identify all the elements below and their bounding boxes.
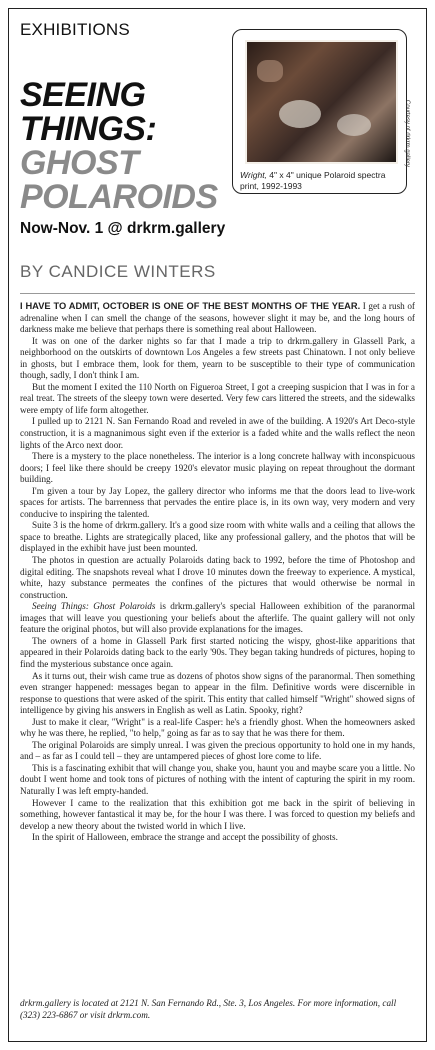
photo-caption [240, 170, 405, 192]
headline-line-3: GHOST [20, 144, 139, 182]
section-label: EXHIBITIONS [20, 20, 130, 39]
gallery-info: drkrm.gallery is located at 2121 N. San Fernando Rd., Ste. 3, Los Angeles. For more information, call (323) 223-6867 or visit drkrm.com. [20, 998, 397, 1020]
article-body [20, 301, 415, 844]
caption-text: 4" x 4" unique Polaroid spectra print, 1992-1993 [240, 170, 386, 191]
paragraph: There is a mystery to the place nonetheless. The interior is a long concrete hallway with inconspicuous doors; I feel like there should be creepy 1920's elevator music playing on repeat throughout the dormant building. [20, 451, 415, 485]
paragraph: I'm given a tour by Jay Lopez, the gallery director who informs me that the doors lead to live-work spaces for artists. The barrenness that pervades the entire place is, in its own way, very modern and very conducive to inspiring the talented. [20, 485, 415, 519]
headline-line-4: POLAROIDS [20, 178, 218, 216]
paragraph: The owners of a home in Glassell Park first started noticing the wispy, ghost-like apparitions that appeared in their Polaroids dating back to the early '90s. They began taking hundreds of pictures, hoping to find the mysterious substance once again. [20, 635, 415, 669]
photo-detail [257, 60, 283, 82]
paragraph: It was on one of the darker nights so far that I made a trip to drkrm.gallery in Glassell Park, a neighborhood on the outskirts of downtown Los Angeles a few streets past Chinatown. I not only believe in ghosts, but I embrace them, look for them, yearn to be susceptible to their type of communication though, sadly, I don't think I am. [20, 335, 415, 381]
paragraph: In the spirit of Halloween, embrace the strange and accept the possibility of ghosts. [32, 832, 338, 843]
lead-in: I HAVE TO ADMIT, OCTOBER IS ONE OF THE BEST MONTHS OF THE YEAR. [20, 301, 361, 311]
paragraph [20, 301, 415, 336]
paragraph: I pulled up to 2121 N. San Fernando Road and reveled in awe of the building. A 1920's Art Deco-style construction, it is a magnanimous sight even if the exterior is a faded white and the walls reflect the neon lights of the Arco next door. [20, 416, 415, 450]
caption-title: Wright, [240, 170, 267, 180]
headline-line-2: THINGS: [20, 110, 157, 148]
photo-credit: Courtesy of drkrm gallery [404, 100, 410, 168]
paragraph-text: is drkrm.gallery's special Halloween exhibition of the paranormal images that will leave you questioning your beliefs about the afterlife. The quaint gallery will not only feature the original photos, but will also provide explanations for the images. [20, 601, 416, 635]
ghost-apparition [279, 100, 321, 128]
exhibit-title: Seeing Things: Ghost Polaroids [32, 601, 156, 612]
byline: BY CANDICE WINTERS [20, 262, 216, 281]
paragraph [20, 601, 415, 636]
paragraph-text: I get a rush of adrenaline when I can smell the change of the seasons, however slight it may be, and the long hours of darkness make me believe that perhaps there is something real about Halloween. [20, 301, 415, 335]
paragraph: But the moment I exited the 110 North on Figueroa Street, I got a creeping suspicion that I was in for a real treat. The streets of the sleepy town were deserted. Very few cars littered the streets, and the sidewalks were empty of life form altogether. [20, 381, 415, 415]
paragraph: As it turns out, their wish came true as dozens of photos show signs of the paranormal. Then something even stranger happened: messages began to appear in the film. Definitive words were discernible in response to questions that were asked of the spirit. This entity that called himself "Wright" showed signs of intelligence by giving his answers in English as well as Latin. Spooky, right? [20, 670, 415, 716]
headline [20, 78, 218, 214]
ghost-polaroid-photo [245, 40, 398, 164]
paragraph: The original Polaroids are simply unreal. I was given the precious opportunity to hold one in my hands, and – as far as I could tell – they are untampered pieces of ghost lore come to life. [20, 739, 415, 762]
paragraph: However I came to the realization that this exhibition got me back in the spirit of believing in something, however fantastical it may be, for the hour I was there. I was forced to question my beliefs and develop a new theory about the twisted world in which I live. [20, 797, 415, 831]
paragraph: This is a fascinating exhibit that will change you, shake you, haunt you and maybe scare you a little. No doubt I went home and took tons of pictures of nothing with the intent of capturing the spirit in my room. Naturally I was left empty-handed. [20, 762, 415, 796]
paragraph: Suite 3 is the home of drkrm.gallery. It's a good size room with white walls and a ceiling that allows the space to breathe. Lights are strategically placed, like any professional gallery, and the photos that will be displayed in the exhibit have just been mounted. [20, 520, 415, 554]
divider [20, 293, 415, 294]
ghost-apparition [337, 114, 371, 136]
paragraph: The photos in question are actually Polaroids dating back to 1992, before the time of Photoshop and digital editing. The snapshots reveal what I drove 10 minutes down the freeway to experience. A mystical, white, hazy substance permeates the confines of the pictures that would otherwise be normal in construction. [20, 555, 415, 600]
exhibit-dates: Now-Nov. 1 @ drkrm.gallery [20, 220, 226, 237]
paragraph: Just to make it clear, "Wright" is a real-life Casper: he's a friendly ghost. When the homeowners asked why he was there, he replied, "to help," going as far as to say that he was there for them. [20, 716, 415, 739]
headline-line-1: SEEING [20, 76, 146, 114]
